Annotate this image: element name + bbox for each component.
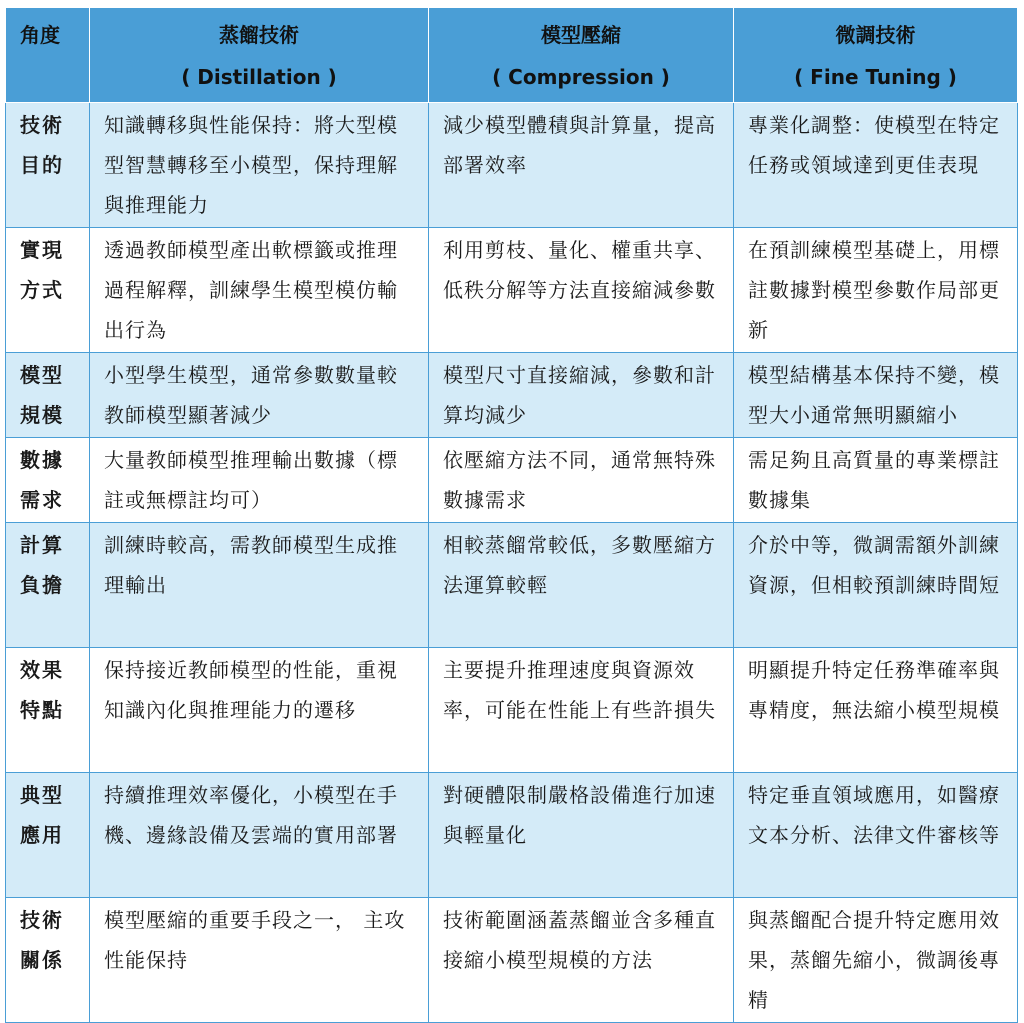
row-angle-line2: 目的 <box>20 153 64 177</box>
distillation-cell: 透過教師模型產出軟標籤或推理過程解釋，訓練學生模型模仿輸出行為 <box>90 228 429 353</box>
compression-cell: 主要提升推理速度與資源效率，可能在性能上有些許損失 <box>429 648 734 773</box>
row-angle-cell <box>6 898 90 1023</box>
finetuning-cell: 在預訓練模型基礎上，用標註數據對模型參數作局部更新 <box>734 228 1018 353</box>
header-distillation-title: 蒸餾技術 <box>219 23 299 47</box>
comparison-table <box>5 7 1018 1023</box>
row-angle-cell <box>6 438 90 523</box>
row-angle-line1: 典型 <box>20 783 64 807</box>
distillation-cell: 知識轉移與性能保持：將大型模型智慧轉移至小模型，保持理解與推理能力 <box>90 103 429 228</box>
finetuning-cell: 明顯提升特定任務準確率與專精度，無法縮小模型規模 <box>734 648 1018 773</box>
distillation-cell: 保持接近教師模型的性能，重視知識內化與推理能力的遷移 <box>90 648 429 773</box>
row-angle-cell <box>6 523 90 648</box>
header-finetuning-title: 微調技術 <box>835 23 916 47</box>
header-row <box>6 8 1018 103</box>
header-finetuning <box>734 8 1018 103</box>
table-row <box>6 523 1018 648</box>
row-angle-line1: 技術 <box>20 113 64 137</box>
row-angle-cell <box>6 228 90 353</box>
row-angle-line1: 效果 <box>20 658 64 682</box>
table-row <box>6 438 1018 523</box>
finetuning-cell: 特定垂直領域應用，如醫療文本分析、法律文件審核等 <box>734 773 1018 898</box>
header-compression-title: 模型壓縮 <box>541 23 621 47</box>
compression-cell: 對硬體限制嚴格設備進行加速與輕量化 <box>429 773 734 898</box>
compression-cell: 相較蒸餾常較低，多數壓縮方法運算較輕 <box>429 523 734 648</box>
row-angle-line2: 方式 <box>20 278 64 302</box>
row-angle-cell <box>6 648 90 773</box>
distillation-cell: 小型學生模型，通常參數數量較教師模型顯著減少 <box>90 353 429 438</box>
row-angle-line2: 特點 <box>20 698 64 722</box>
finetuning-cell: 需足夠且高質量的專業標註數據集 <box>734 438 1018 523</box>
header-compression <box>429 8 734 103</box>
row-angle-line1: 實現 <box>20 238 64 262</box>
header-angle: 角度 <box>6 8 90 103</box>
compression-cell: 技術範圍涵蓋蒸餾並含多種直接縮小模型規模的方法 <box>429 898 734 1023</box>
row-angle-line1: 計算 <box>20 533 64 557</box>
finetuning-cell: 與蒸餾配合提升特定應用效果，蒸餾先縮小，微調後專精 <box>734 898 1018 1023</box>
compression-cell: 依壓縮方法不同，通常無特殊數據需求 <box>429 438 734 523</box>
table-row <box>6 353 1018 438</box>
finetuning-cell: 專業化調整：使模型在特定任務或領域達到更佳表現 <box>734 103 1018 228</box>
header-compression-sub: ( Compression ) <box>492 65 670 89</box>
distillation-cell: 模型壓縮的重要手段之一， 主攻性能保持 <box>90 898 429 1023</box>
finetuning-cell: 介於中等，微調需額外訓練資源，但相較預訓練時間短 <box>734 523 1018 648</box>
row-angle-line2: 負擔 <box>20 573 64 597</box>
table-row <box>6 228 1018 353</box>
row-angle-line2: 規模 <box>20 403 64 427</box>
header-distillation <box>90 8 429 103</box>
header-distillation-sub: ( Distillation ) <box>181 65 337 89</box>
row-angle-cell <box>6 353 90 438</box>
row-angle-cell <box>6 773 90 898</box>
table-row <box>6 898 1018 1023</box>
row-angle-line1: 數據 <box>20 448 64 472</box>
compression-cell: 利用剪枝、量化、權重共享、低秩分解等方法直接縮減參數 <box>429 228 734 353</box>
row-angle-cell <box>6 103 90 228</box>
compression-cell: 減少模型體積與計算量，提高部署效率 <box>429 103 734 228</box>
row-angle-line2: 關係 <box>20 948 64 972</box>
header-finetuning-sub: ( Fine Tuning ) <box>794 65 957 89</box>
comparison-table-container <box>5 7 1017 1023</box>
distillation-cell: 大量教師模型推理輸出數據（標註或無標註均可） <box>90 438 429 523</box>
row-angle-line2: 應用 <box>20 823 64 847</box>
table-row <box>6 648 1018 773</box>
row-angle-line1: 技術 <box>20 908 64 932</box>
compression-cell: 模型尺寸直接縮減，參數和計算均減少 <box>429 353 734 438</box>
distillation-cell: 持續推理效率優化，小模型在手機、邊緣設備及雲端的實用部署 <box>90 773 429 898</box>
finetuning-cell: 模型結構基本保持不變，模型大小通常無明顯縮小 <box>734 353 1018 438</box>
row-angle-line1: 模型 <box>20 363 64 387</box>
distillation-cell: 訓練時較高，需教師模型生成推理輸出 <box>90 523 429 648</box>
table-row <box>6 773 1018 898</box>
table-row <box>6 103 1018 228</box>
row-angle-line2: 需求 <box>20 488 64 512</box>
